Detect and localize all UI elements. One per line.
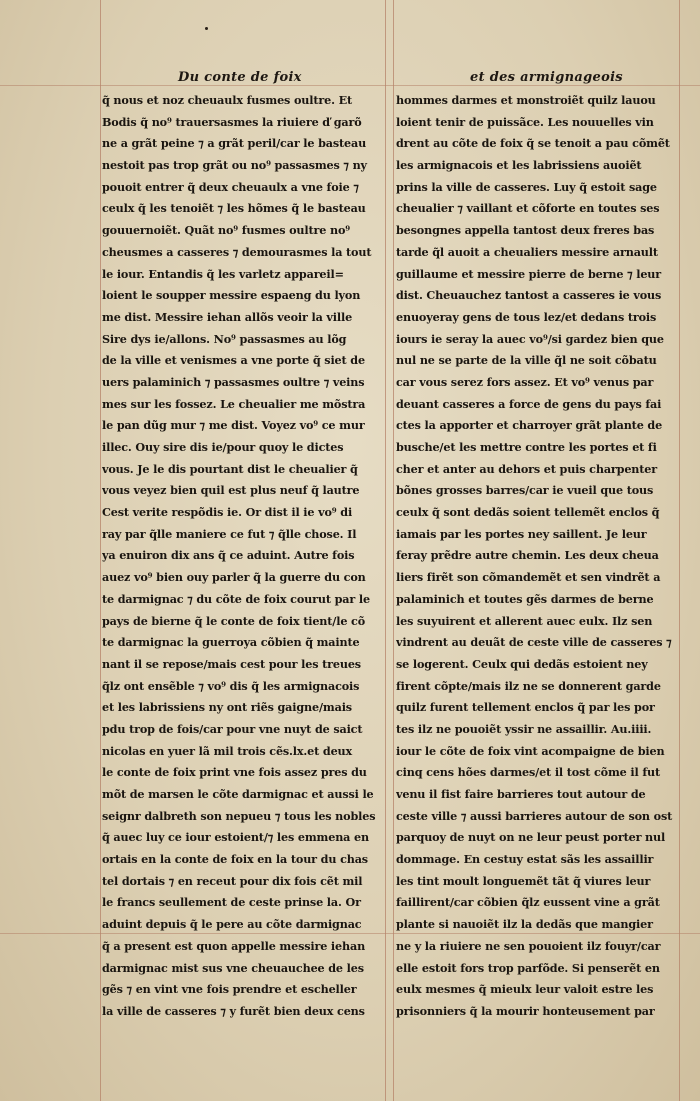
text-line: te darmignac ⁊ du cõte de foix courut par le [102,591,370,606]
text-line: de la ville et venismes a vne porte q̃ siet de [102,353,365,368]
text-line: Cest verite respõdis ie. Or dist il ie vo⁹ di [102,505,353,520]
text-line: pays de bierne q̃ le conte de foix tient/le cõ [102,613,366,628]
text-line: te darmignac la guerroya cõbien q̃ mainte [102,635,360,650]
text-line: deuant casseres a force de gens du pays fai [396,396,662,411]
text-line: cheusmes a casseres ⁊ demourasmes la tout [102,244,372,259]
text-line: car vous serez fors assez. Et vo⁹ venus par [396,374,654,389]
text-line: q̃ a present est quon appelle messire iehan [102,938,366,953]
text-line: nicolas en yuer lã mil trois cẽs.lx.et deux [102,743,353,758]
text-line: ortais en la conte de foix en la tour du chas [102,852,368,867]
text-line: iours ie seray la auec vo⁹/si gardez bien que [396,331,664,346]
text-line: me dist. Messire iehan allõs veoir la ville [102,309,353,324]
text-line: besongnes appella tantost deux freres bas [396,223,655,238]
text-line: ctes la apporter et charroyer grãt plante de [396,418,663,433]
text-line: tarde q̃l auoit a cheualiers messire arnault [396,244,658,259]
text-line: liers firẽt son cõmandemẽt et sen vindrẽt a [396,570,661,585]
text-line: illec. Ouy sire dis ie/pour quoy le dictes [102,440,344,454]
text-line: tes ilz ne pouoiẽt yssir ne assaillir. Au.iiii. [396,721,652,736]
text-line: ceste ville ⁊ aussi barrieres autour de son ost [396,808,673,823]
text-line: bõnes grosses barres/car ie vueil que tous [396,483,654,498]
text-line: palaminich et toutes gẽs darmes de berne [396,591,654,606]
text-line: cheualier ⁊ vaillant et cõforte en toutes ses [396,201,660,216]
text-line: hommes darmes et monstroiẽt quilz lauou [396,93,656,107]
text-line: darmignac mist sus vne cheuauchee de les [102,960,364,975]
text-line: iour le cõte de foix vint acompaigne de bien [396,743,665,758]
ruling-line-center-right [393,0,394,1101]
text-line: nant il se repose/mais cest pour les treues [102,656,361,671]
text-line: le francs seullement de ceste prinse la. Or [102,895,361,910]
text-line: le pan dũg mur ⁊ me dist. Voyez vo⁹ ce mur [102,418,365,433]
text-line: auez vo⁹ bien ouy parler q̃ la guerre du con [102,570,366,585]
text-line: les tint moult longuemẽt tãt q̃ viures leur [396,873,651,888]
text-line: guillaume et messire pierre de berne ⁊ leur [396,266,662,281]
text-line: vous. Je le dis pourtant dist le cheualier q̃ [102,461,358,476]
text-line: cher et anter au dehors et puis charpenter [396,461,658,476]
text-line: le iour. Entandis q̃ les varletz appareil= [102,266,344,281]
text-line: prisonniers q̃ la mourir honteusement par [396,1003,655,1018]
text-line: vindrent au deuãt de ceste ville de casseres ⁊ [396,635,672,650]
text-line: nestoit pas trop grãt ou no⁹ passasmes ⁊ ny [102,158,367,173]
text-line: gẽs ⁊ en vint vne fois prendre et escheller [102,982,357,997]
text-line: ceulx q̃ les tenoiẽt ⁊ les hõmes q̃ le basteau [102,201,366,216]
text-line: mõt de marsen le cõte darmignac et aussi le [102,787,374,801]
text-line: parquoy de nuyt on ne leur peust porter nul [396,830,666,845]
text-line: seignr dalbreth son nepueu ⁊ tous les nobles [102,808,376,823]
text-line: vous veyez bien quil est plus neuf q̃ lautre [102,483,360,498]
text-line: nul ne se parte de la ville q̃l ne soit cõbatu [396,353,657,368]
text-line: Sire dys ie/allons. No⁹ passasmes au lõg [102,331,347,346]
text-line: dommage. En cestuy estat sãs les assaillir [396,852,654,867]
ruling-line-left [100,0,101,1101]
text-line: feray prẽdre autre chemin. Les deux cheua [396,548,659,563]
ruling-line-center-left [385,0,386,1101]
text-line: le conte de foix print vne fois assez pres du [102,765,367,780]
text-line: Bodis q̃ no⁹ trauersasmes la riuiere ď garõ [102,114,362,129]
text-line: plante si nauoiẽt ilz la dedãs que mangier [396,917,653,932]
text-line: tel dortais ⁊ en receut pour dix fois cẽt mil [102,873,363,888]
text-line: uers palaminich ⁊ passasmes oultre ⁊ veins [102,374,365,389]
text-column-left [102,90,383,1023]
text-line: q̃lz ont ensẽble ⁊ vo⁹ dis q̃ les armignacois [102,678,360,693]
ruling-line-top [0,85,700,86]
text-line: drent au cõte de foix q̃ se tenoit a pau cõmẽt [396,136,670,151]
text-line: elle estoit fors trop parfõde. Si penserẽt en [396,960,660,975]
text-line: loient tenir de puissãce. Les nouuelles vin [396,114,654,129]
text-line: aduint depuis q̃ le pere au cõte darmignac [102,917,362,932]
text-line: quilz furent tellement enclos q̃ par les por [396,700,655,715]
text-line: mes sur les fossez. Le cheualier me mõstra [102,396,366,411]
text-line: enuoyeray gens de tous lez/et dedans trois [396,309,657,324]
text-line: loient le soupper messire espaeng du lyon [102,288,361,303]
text-line: iamais par les portes ney saillent. Je leur [396,526,647,541]
text-line: ne y la riuiere ne sen pouoient ilz fouyr/car [396,938,661,953]
text-line: ne a grãt peine ⁊ a grãt peril/car le basteau [102,136,367,151]
text-line: pouoit entrer q̃ deux cheuaulx a vne foie ⁊ [102,179,359,194]
text-line: venu il fist faire barrieres tout autour de [396,787,646,801]
text-line: cinq cens hões darmes/et il tost cõme il fut [396,765,660,780]
text-line: firent cõpte/mais ilz ne se donnerent garde [396,678,661,693]
text-line: gouuernoiẽt. Quãt no⁹ fusmes oultre no⁹ [102,223,351,238]
text-line: la ville de casseres ⁊ y furẽt bien deux cens [102,1003,365,1018]
text-line: ray par q̃lle maniere ce fut ⁊ q̃lle chose. Il [102,526,357,541]
text-line: pdu trop de fois/car pour vne nuyt de saict [102,721,363,736]
text-line: les armignacois et les labrissiens auoiẽt [396,158,642,173]
text-line: eulx mesmes q̃ mieulx leur valoit estre les [396,982,654,997]
text-line: et les labrissiens ny ont riẽs gaigne/mais [102,700,352,715]
text-column-right [396,90,678,1023]
text-line: q̃ auec luy ce iour estoient/⁊ les emmena en [102,830,369,845]
ruling-line-right [679,0,680,1101]
page-speck [205,27,208,30]
running-head-right: et des armignageois [470,70,623,85]
running-head-left: Du conte de foix [178,70,302,85]
text-line: faillirent/car cõbien q̃lz eussent vine a grãt [396,895,660,910]
text-line: les suyuirent et allerent auec eulx. Ilz sen [396,613,653,628]
text-line: dist. Cheuauchez tantost a casseres ie vous [396,288,662,303]
text-line: ceulx q̃ sont dedãs soient tellemẽt enclos q̃ [396,505,660,520]
text-line: busche/et les mettre contre les portes et fi [396,440,657,454]
text-line: ya enuiron dix ans q̃ ce aduint. Autre fois [102,548,355,563]
text-line: se logerent. Ceulx qui dedãs estoient ney [396,656,648,671]
text-line: prins la ville de casseres. Luy q̃ estoit sage [396,179,657,194]
text-line: q̃ nous et noz cheuaulx fusmes oultre. Et [102,93,352,107]
